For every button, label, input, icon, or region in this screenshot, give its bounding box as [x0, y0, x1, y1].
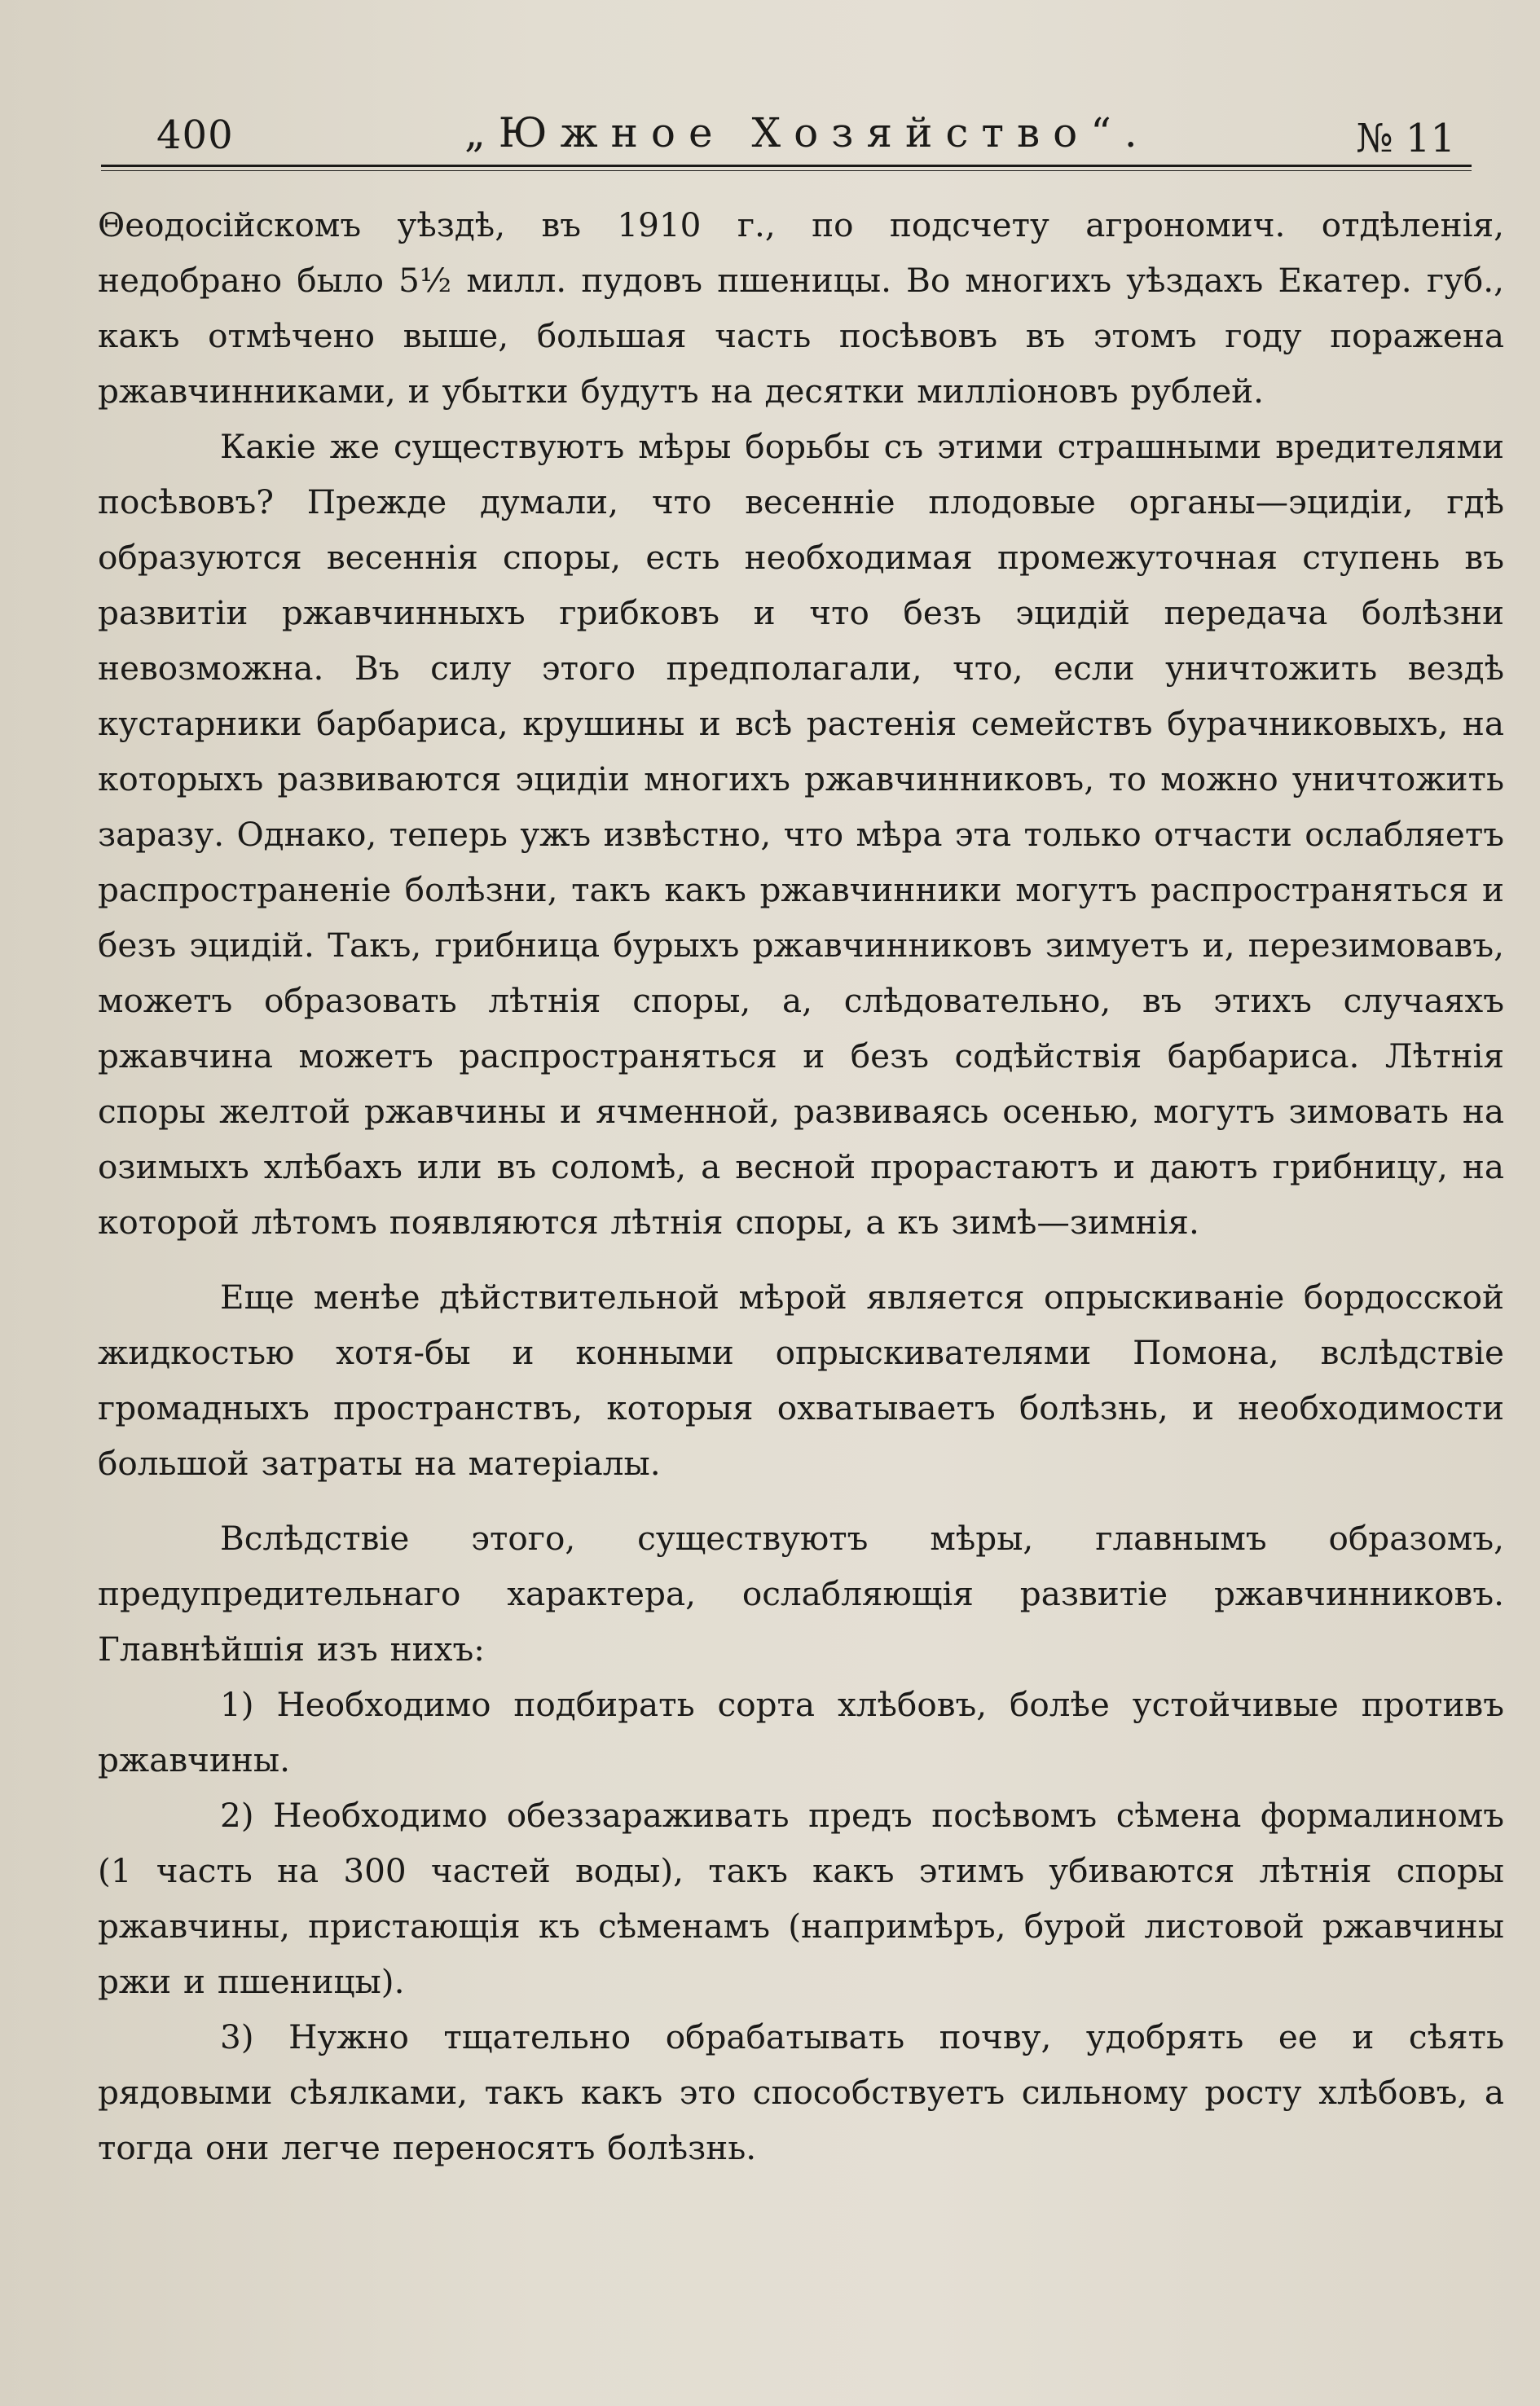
paragraph-continuation: Θеодосійскомъ уѣздѣ, въ 1910 г., по подсчету агрономич. отдѣленія, недобрано было 5½ милл. пудовъ пшеницы. Во многихъ уѣздахъ Екатер. губ., какъ отмѣчено выше, большая часть посѣвовъ въ этомъ году поражена ржавчинниками, и убытки будутъ на десятки милліоновъ рублей. [98, 205, 1504, 411]
paragraph: Еще менѣе дѣйствительной мѣрой является опрыскиваніе бордосской жидкостью хотя-бы и конными опрыскивателями Помона, вслѣдствіе громадныхъ пространствъ, которыя охватываетъ болѣзнь, и необходимости большой затраты на матеріалы. [98, 1278, 1504, 1483]
list-item: 1) Необходимо подбирать сорта хлѣбовъ, болѣе устойчивые противъ ржавчины. [98, 1685, 1504, 1779]
list-item: 2) Необходимо обеззараживать предъ посѣвомъ сѣмена формалиномъ (1 часть на 300 частей воды), такъ какъ этимъ убиваются лѣтнія споры ржавчины, пристающія къ сѣменамъ (напримѣръ, бурой листовой ржавчины ржи и пшеницы). [98, 1796, 1504, 2001]
paragraph: Вслѣдствіе этого, существуютъ мѣры, главнымъ образомъ, предупредительнаго характера, ослабляющія развитіе ржавчинниковъ. Главнѣйшія изъ нихъ: [98, 1519, 1504, 1669]
paragraph: Какіе же существуютъ мѣры борьбы съ этими страшными вредителями посѣвовъ? Прежде думали, что весенніе плодовые органы—эцидіи, гдѣ образуются весеннія споры, есть необходимая промежуточная ступень въ развитіи ржавчинныхъ грибковъ и что безъ эцидій передача болѣзни невозможна. Въ силу этого предполагали, что, если уничтожить вездѣ кустарники барбариса, крушины и всѣ растенія семействъ бурачниковыхъ, на которыхъ развиваются эцидіи многихъ ржавчинниковъ, то можно уничтожить заразу. Однако, теперь ужъ извѣстно, что мѣра эта только отчасти ослабляетъ распространеніе болѣзни, такъ какъ ржавчинники могутъ распространяться и безъ эцидій. Такъ, грибница бурыхъ ржавчинниковъ зимуетъ и, перезимовавъ, можетъ образовать лѣтнія споры, а, слѣдовательно, въ этихъ случаяхъ ржавчина можетъ распространяться и безъ содѣйствія барбариса. Лѣтнія споры желтой ржавчины и ячменной, развиваясь осенью, могутъ зимовать на озимыхъ хлѣбахъ или въ соломѣ, а весной прорастаютъ и даютъ грибницу, на которой лѣтомъ появляются лѣтнія споры, а къ зимѣ—зимнія. [98, 427, 1504, 1242]
header-rule [101, 165, 1472, 171]
running-title: „Южное Хозяйство“. [464, 109, 1151, 156]
list-item: 3) Нужно тщательно обрабатывать почву, удобрять ее и сѣять рядовыми сѣялками, такъ какъ это способствуетъ сильному росту хлѣбовъ, а тогда они легче переносятъ болѣзнь. [98, 2017, 1504, 2167]
article-body [98, 197, 1504, 2175]
page-header [98, 98, 1504, 173]
page-number: 400 [156, 112, 234, 158]
issue-number: № 11 [1356, 116, 1455, 161]
